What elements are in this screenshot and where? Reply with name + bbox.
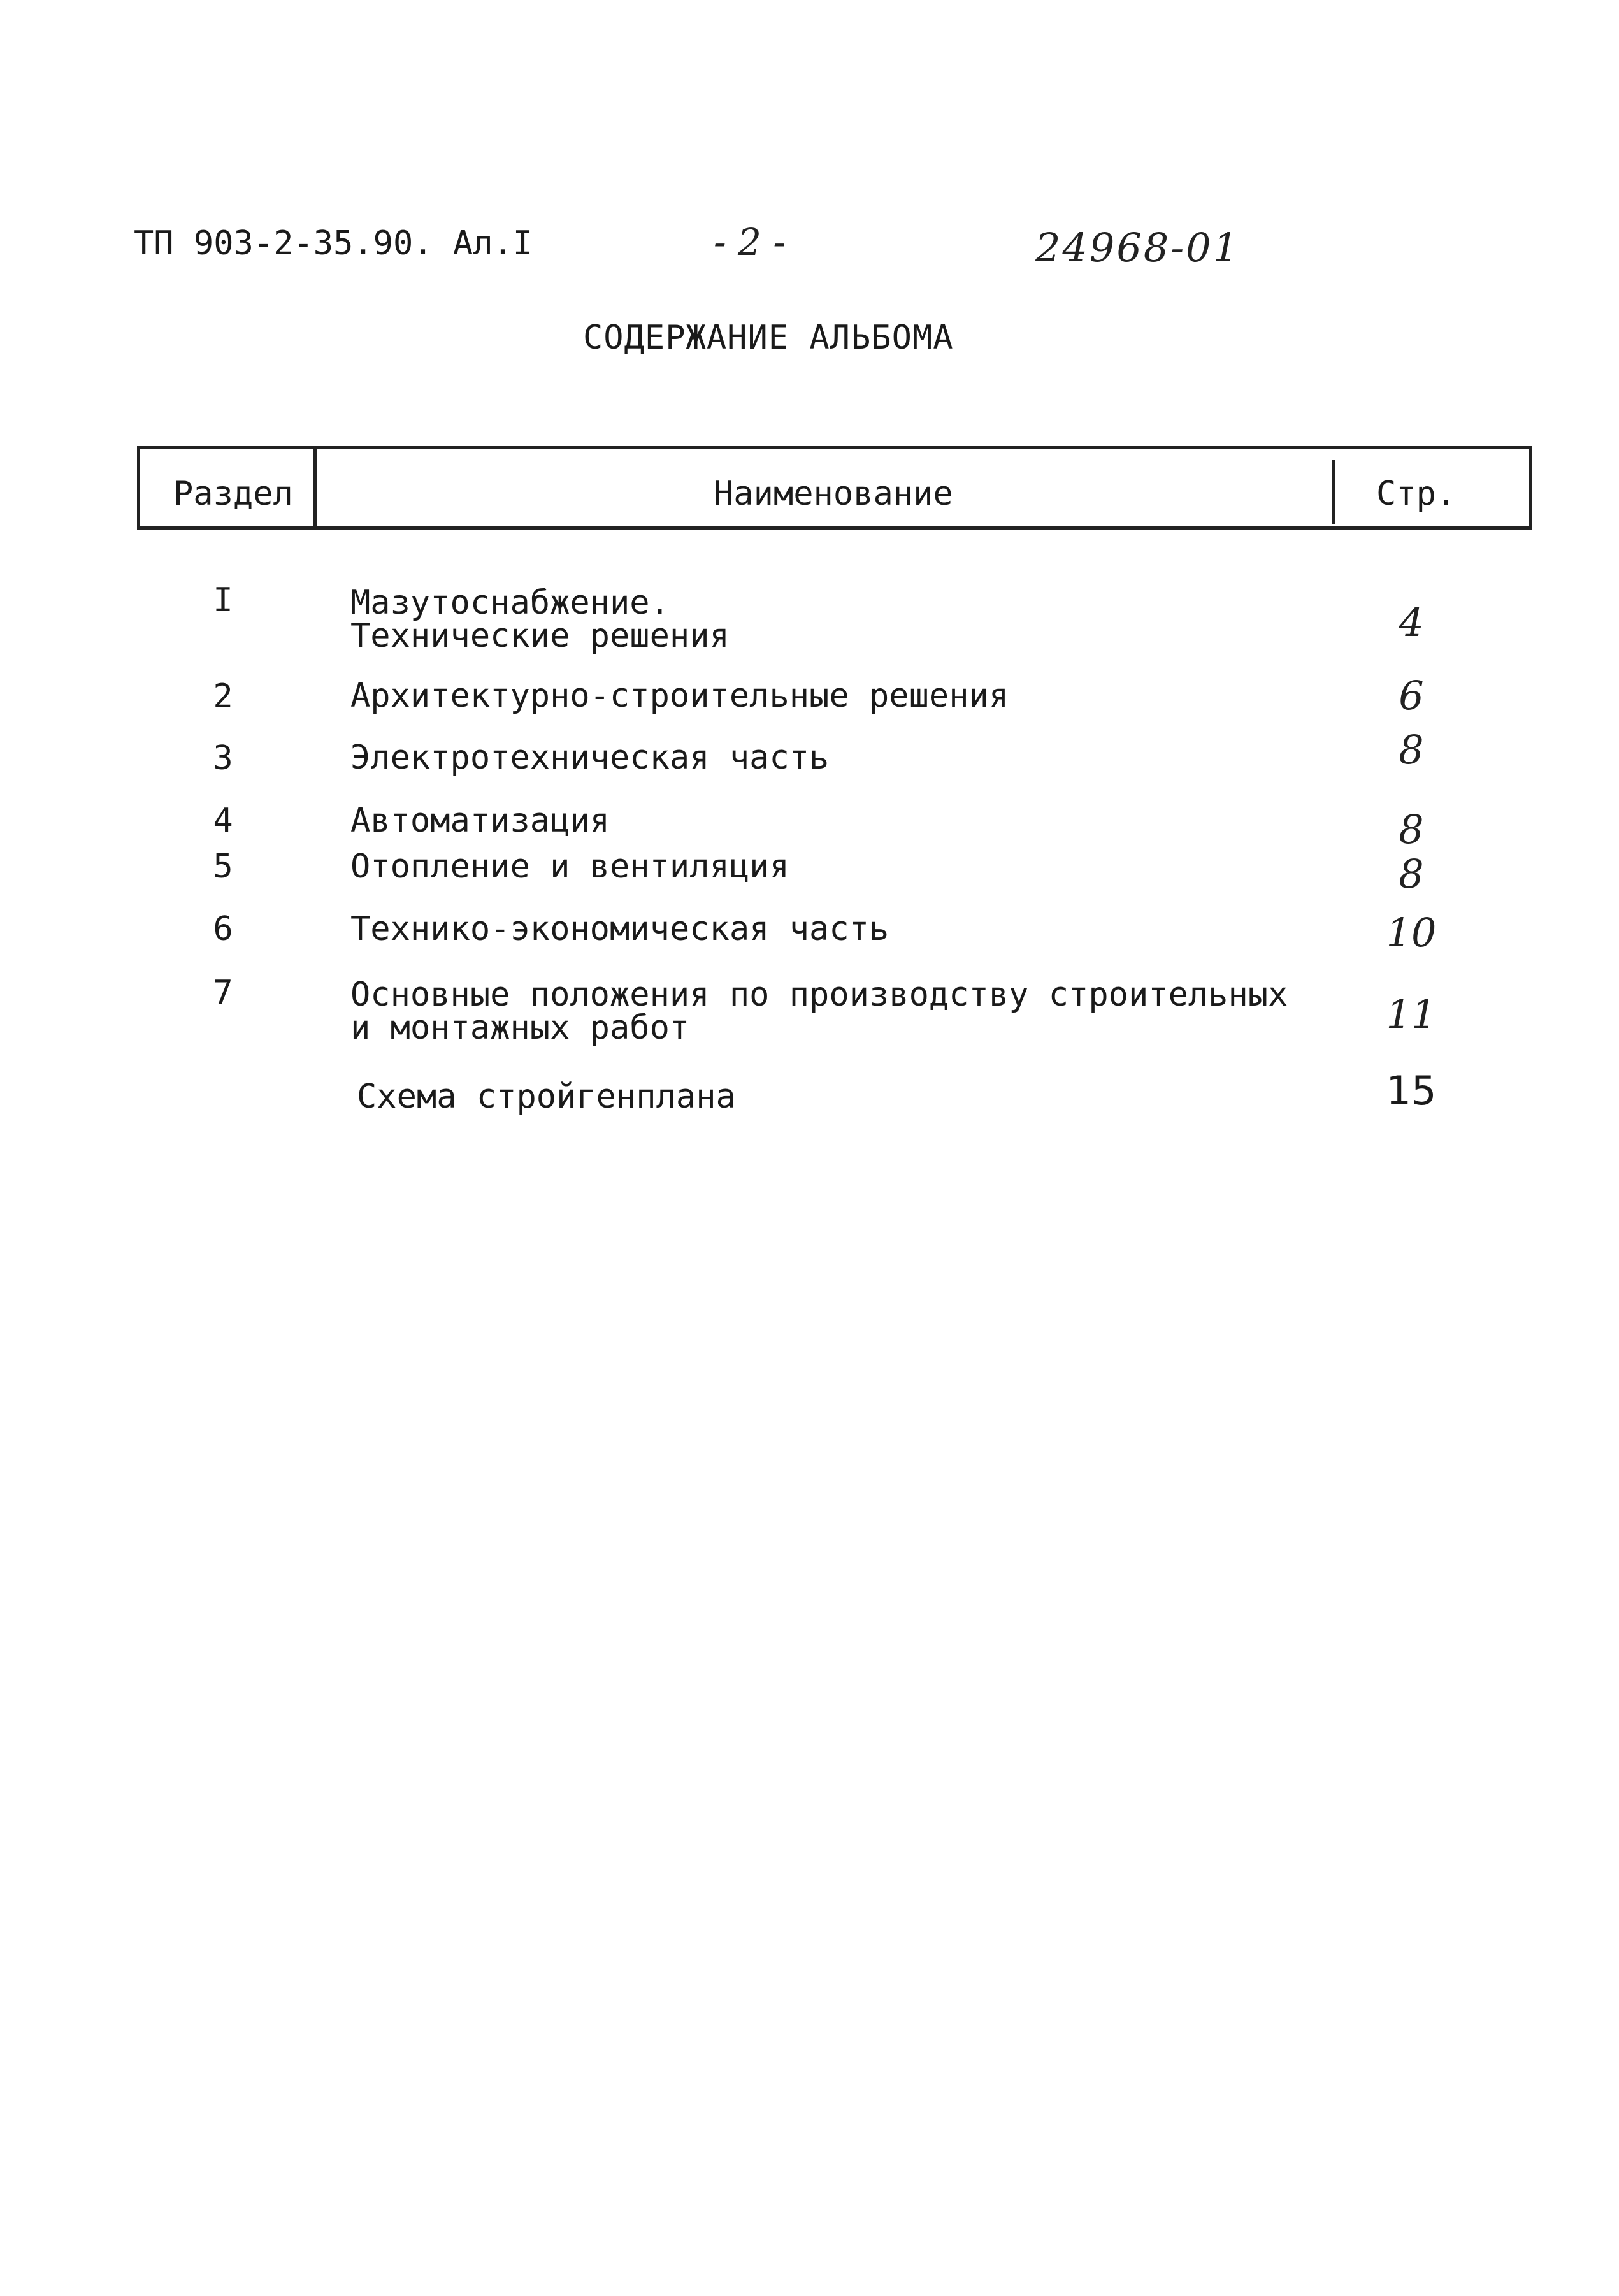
column-header-page: Стр. (1376, 475, 1457, 513)
page-number: - 2 - (714, 220, 786, 264)
album-contents-title: СОДЕРЖАНИЕ АЛЬБОМА (583, 319, 954, 357)
section-number: I (213, 581, 233, 619)
column-divider-2 (1332, 460, 1335, 524)
page-ref: 4 (1399, 599, 1424, 646)
section-name (350, 677, 1009, 715)
table-header-bottom-border (137, 526, 1532, 530)
section-number: 5 (213, 848, 233, 886)
document-code: ТП 903-2-35.90. Ал.I (134, 224, 533, 263)
column-divider-1 (313, 446, 317, 530)
section-number: 2 (213, 677, 233, 716)
section-name (357, 1078, 736, 1116)
section-name-line: Электротехническая часть (350, 739, 830, 777)
section-name (350, 848, 789, 886)
page-ref: 8 (1399, 851, 1424, 897)
table-top-border (137, 446, 1532, 449)
section-name (350, 976, 1288, 1047)
section-name-line: Технико-экономическая часть (350, 910, 889, 948)
page-ref: 8 (1399, 726, 1424, 773)
section-name-line: и монтажных работ (350, 1009, 690, 1047)
page-ref: 6 (1399, 672, 1424, 719)
section-number: 3 (213, 739, 233, 777)
document-number: 24968-01 (1035, 224, 1241, 271)
section-name (350, 802, 610, 840)
section-name-line: Технические решения (350, 617, 730, 655)
table-right-border (1529, 446, 1532, 530)
section-name (350, 910, 889, 948)
section-number: 4 (213, 802, 233, 840)
page-ref: 10 (1386, 909, 1437, 956)
page-ref: 15 (1386, 1067, 1437, 1114)
section-name-line: Мазутоснабжение. (350, 584, 670, 622)
section-name-line: Архитектурно-строительные решения (350, 677, 1009, 715)
section-name-line: Автоматизация (350, 802, 610, 840)
section-number: 7 (213, 974, 233, 1012)
section-name (350, 739, 830, 777)
section-name (350, 586, 730, 653)
page-ref: 8 (1399, 806, 1424, 853)
section-name-line: Схема стройгенплана (357, 1078, 736, 1116)
page-ref: 11 (1386, 991, 1437, 1037)
column-header-section: Раздел (173, 475, 293, 513)
section-number: 6 (213, 910, 233, 948)
section-name-line: Основные положения по производству строительных (350, 976, 1288, 1014)
section-name-line: Отопление и вентиляция (350, 848, 789, 886)
table-left-border (137, 446, 140, 530)
column-header-name: Наименование (714, 475, 953, 513)
